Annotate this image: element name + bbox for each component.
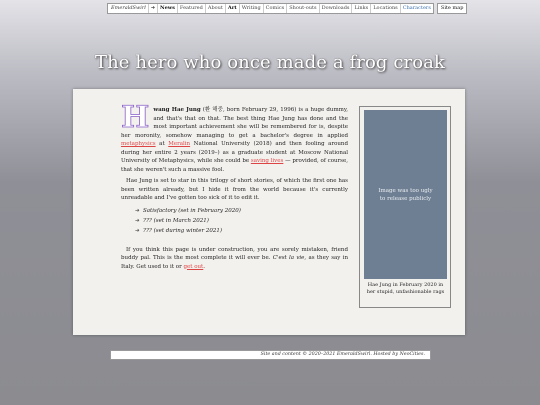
- nav-item-featured[interactable]: Featured: [178, 4, 206, 13]
- image-placeholder-text: Image was too ugly to release publicly: [378, 187, 433, 202]
- intro-text: (환 해중, born February 29, 1996) is a huge dummy, and that's that on that. The best thing Hae Jung has done and the most important achievement she will be remembered for is, despite her moronity, somehow managing to get a bachelor's degree in applied: [121, 107, 348, 139]
- arrow-icon: ➜: [135, 207, 140, 214]
- sitemap-link[interactable]: Site map: [440, 5, 464, 11]
- drop-cap: H: [121, 100, 150, 135]
- arrow-icon: ➜: [135, 217, 140, 224]
- work-title: ??? (set in March 2021): [143, 217, 209, 224]
- get-out-link[interactable]: get out: [183, 263, 204, 270]
- trilogy-paragraph: Hae Jung is set to star in this trilogy of short stories, of which the first one has been written already, but I hide it from the world because it's currently unreadable and I've gotten too sick of it to edit it.: [121, 178, 348, 201]
- character-name: wang Hae Jung: [153, 107, 201, 113]
- nav-item-about[interactable]: About: [206, 4, 226, 13]
- brand-link[interactable]: EmeraldSwirl: [108, 4, 149, 13]
- saving-lives-link[interactable]: saving lives: [250, 158, 284, 164]
- character-image-placeholder: [364, 110, 447, 279]
- page-title: The hero who once made a frog croak: [95, 52, 445, 73]
- closing-mid: as they say in Italy. Get used to it or: [121, 255, 348, 270]
- closing-italic: C'est la vie,: [272, 255, 307, 261]
- intro-mid: National University (2018) and then fooling around during her entire 2 years (2019–) as a graduate student at Moscow National University of Metaphysics, while she could be: [121, 141, 348, 164]
- sitemap-box: [437, 3, 468, 14]
- nav-item-comics[interactable]: Comics: [264, 4, 288, 13]
- work-title: ??? (set during winter 2021): [143, 227, 223, 234]
- closing-paragraph: [121, 246, 348, 272]
- nav-item-downloads[interactable]: Downloads: [320, 4, 353, 13]
- closing-text: If you think this page is under construction, you are sorely mistaken, friend buddy pal. This is the most complete it will ever be.: [121, 246, 348, 261]
- nav-item-locations[interactable]: Locations: [371, 4, 401, 13]
- intro-paragraph: [121, 100, 349, 174]
- intro-at: at: [155, 141, 169, 147]
- meralin-link[interactable]: Meralin: [168, 141, 191, 147]
- list-item: [121, 206, 348, 216]
- top-navigation: [107, 3, 467, 14]
- works-list: [121, 206, 348, 236]
- image-caption: Hae Jung in February 2020 in her stupid, unfashionable rags: [366, 282, 445, 295]
- nav-item-shout-outs[interactable]: Shout-outs: [287, 4, 319, 13]
- main-nav-bar: [107, 3, 434, 14]
- nav-item-links[interactable]: Links: [352, 4, 371, 13]
- nav-item-characters[interactable]: Characters: [402, 5, 431, 11]
- nav-item-art[interactable]: Art: [226, 4, 240, 13]
- work-title: Satisfactory (set in February 2020): [143, 207, 241, 214]
- closing-end: .: [203, 263, 206, 270]
- list-item: [121, 216, 348, 226]
- metaphysics-link[interactable]: metaphysics: [121, 141, 156, 147]
- content-panel: [73, 89, 465, 335]
- nav-item-writing[interactable]: Writing: [240, 4, 264, 13]
- footer: Site and content © 2020–2021 EmeraldSwirl. Hosted by NeoCities.: [110, 350, 431, 360]
- intro-end: — provided, of course, that she weren't such a massive fool.: [121, 158, 349, 173]
- arrow-icon: ➜: [149, 4, 158, 13]
- list-item: [121, 226, 348, 236]
- article-body: [121, 100, 349, 274]
- character-infobox: [359, 106, 451, 308]
- nav-item-news[interactable]: News: [158, 4, 178, 13]
- arrow-icon: ➜: [135, 227, 140, 234]
